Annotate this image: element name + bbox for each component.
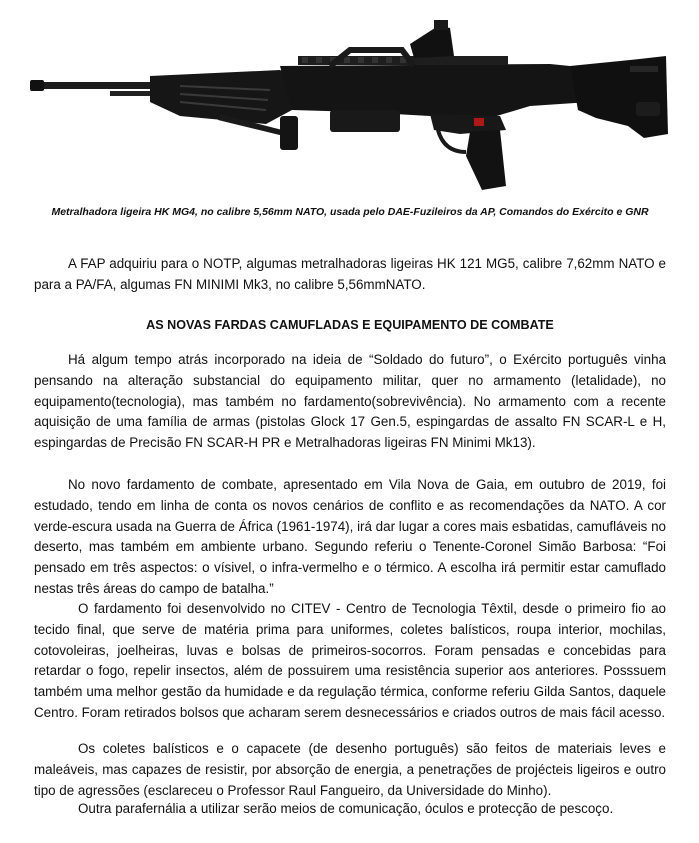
paragraph-new-uniform: No novo fardamento de combate, apresentado em Vila Nova de Gaia, em outubro de 2019, foi estudado, tendo em linha de conta os novos cenários de conflito e as recomendações da NATO. A cor verde-escura usada na Guerra de África (1961-1974), irá dar lugar a cores mais esbatidas, camufláveis no deserto, mas também em ambiente urbano. Segundo referiu o Tenente-Coronel Simão Barbosa: “Foi pensado em três aspectos: o vísivel, o infra-vermelho e o térmico. A escolha irá permitir estar camuflado nestas três áreas do campo de batalha.” — [34, 477, 666, 596]
machine-gun-icon — [30, 6, 670, 202]
figure-caption: Metralhadora ligeira HK MG4, no calibre 5,56mm NATO, usada pelo DAE-Fuzileiros da AP, Comandos do Exército e GNR — [51, 206, 649, 218]
intro-paragraph: A FAP adquiriu para o NOTP, algumas metralhadoras ligeiras HK 121 MG5, calibre 7,62mm NATO e para a PA/FA, algumas FN MINIMI Mk3, no calibre 5,56mmNATO. — [34, 256, 666, 292]
paragraph-soldier-future: Há algum tempo atrás incorporado na ideia de “Soldado do futuro”, o Exército português vinha pensando na alteração substancial do equipamento militar, quer no armamento (letalidade), no equipamento(tecnologia), mas também no fardamento(sobrevivência). No armamento com a recente aquisição de uma família de armas (pistolas Glock 17 Gen.5, espingardas de assalto FN SCAR-L e H, espingardas de Precisão FN SCAR-H PR e Metralhadoras ligeiras FN Minimi Mk13). — [34, 352, 666, 451]
machine-gun-photo — [30, 6, 670, 202]
paragraph-paraphernalia: Outra parafernália a utilizar serão meios de comunicação, óculos e protecção de pescoço. — [78, 801, 614, 816]
paragraph-citev: O fardamento foi desenvolvido no CITEV - Centro de Tecnologia Têxtil, desde o primeiro fio ao tecido final, que serve de matéria prima para uniformes, coletes balísticos, roupa interior, mochilas, cotovoleiras, joelheiras, luvas e bolsas de primeiros-socorros. Foram pensadas e concebidas para retardar o fogo, repelir insectos, além de possuirem uma resistência superior aos anteriores. Posssuem também uma melhor gestão da humidade e da regulação térmica, conforme referiu Gilda Santos, daquele Centro. Foram retirados bolsos que acharam serem desnecessários e criados outros de mais fácil acesso. — [34, 601, 666, 720]
paragraph-vests-helmet: Os coletes balísticos e o capacete (de desenho português) são feitos de materiais leves e maleáveis, mas capazes de resistir, por absorção de energia, a penetrações de projécteis ligeiros e outro tipo de agressões (esclareceu o Professor Raul Fangueiro, da Universidade do Minho). — [34, 741, 666, 798]
section-heading: AS NOVAS FARDAS CAMUFLADAS E EQUIPAMENTO DE COMBATE — [146, 318, 554, 332]
